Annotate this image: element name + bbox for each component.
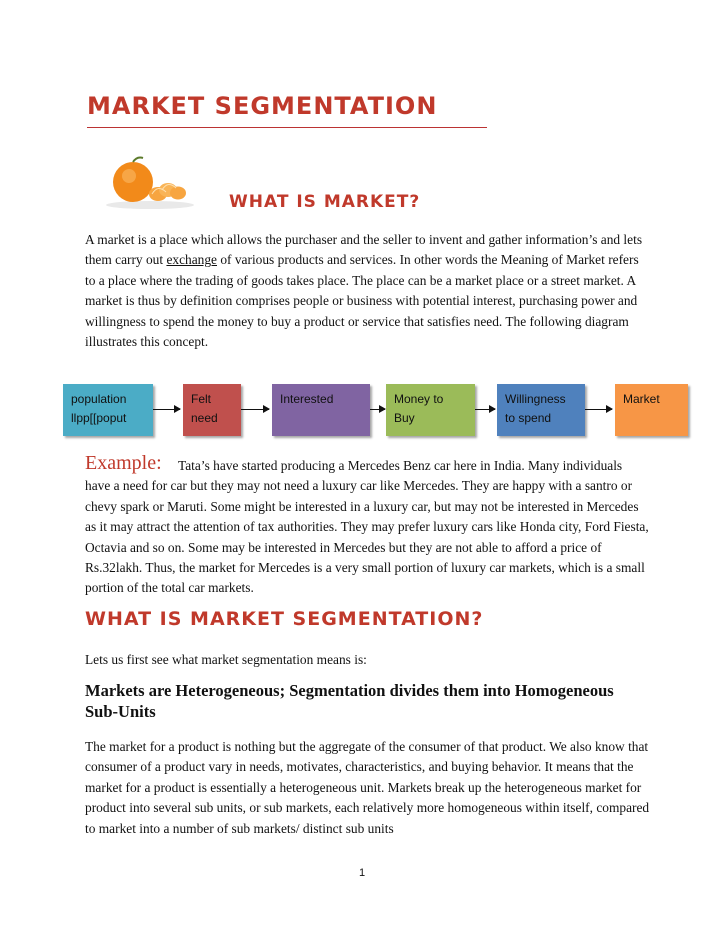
title-underline: [87, 127, 487, 128]
heading-what-is-market: WHAT IS MARKET?: [229, 192, 421, 212]
example-paragraph: [85, 456, 650, 599]
flow-box-market: [615, 384, 688, 436]
intro-text-end: of various products and services. In other words the Meaning of Market refers to a place where the trading of goods takes place. The place can be a market place or a street market. A market is thus by definition comprises people or business with potential interest, purchasing power and willingness to spend the money to buy a product or service that satisfies need. The following diagram illustrates this concept.: [85, 252, 639, 350]
flow-arrow: [585, 409, 612, 410]
orange-fruit-image: [100, 150, 200, 210]
flow-box-felt-need: [183, 384, 241, 436]
flow-box-money-to-buy: [386, 384, 475, 436]
page-number: 1: [359, 867, 366, 879]
heading-what-is-market-segmentation: WHAT IS MARKET SEGMENTATION?: [85, 608, 484, 630]
flow-box-label: need: [191, 411, 218, 425]
flow-box-interested: [272, 384, 370, 436]
flow-box-willingness: [497, 384, 585, 436]
lead-paragraph: Lets us first see what market segmentation means is:: [85, 652, 367, 667]
flow-box-label: Buy: [394, 411, 415, 425]
flow-box-population: [63, 384, 153, 436]
flow-box-label: population: [71, 392, 127, 406]
flow-box-label: Felt: [191, 392, 212, 406]
flow-box-label: to spend: [505, 411, 552, 425]
market-concept-diagram: [63, 384, 688, 438]
flow-arrow: [370, 409, 385, 410]
exchange-link[interactable]: exchange: [166, 252, 217, 268]
example-label: Example:: [85, 452, 162, 474]
subheading-heterogeneous: Markets are Heterogeneous; Segmentation divides them into Homogeneous Sub-Units: [85, 681, 614, 721]
flow-box-label: Money to: [394, 392, 444, 406]
flow-box-label: Willingness: [505, 392, 566, 406]
document-title: MARKET SEGMENTATION: [87, 92, 438, 120]
body-paragraph: The market for a product is nothing but the aggregate of the consumer of that product. We also know that consumer of a product vary in needs, motivates, characteristics, and buying behavior. It means that the market for a product is essentially a heterogeneous unit. Markets break up the heterogeneous market for product into several sub units, or sub markets, each relatively more homogeneous within itself, compared to market into a number of sub markets/ distinct sub units: [85, 739, 650, 836]
flow-box-label: llpp[[poput: [71, 411, 127, 425]
flow-arrow: [475, 409, 495, 410]
flow-arrow: [153, 409, 180, 410]
example-text: Tata’s have started producing a Mercedes Benz car here in India. Many individuals have a need for car but they may not need a luxury car like Mercedes. They are happy with a santro or chevy spark or Maruti. Some might be interested in a luxury car, but may not be interested in Mercedes as it may attract the attention of tax authorities. They may prefer luxury cars like Honda city, Ford Fiesta, Octavia and so on. Some may be interested in Mercedes but they are not able to afford a price of Rs.32lakh. Thus, the market for Mercedes is a very small portion of luxury car markets, which is a small portion of the total car markets.: [85, 458, 649, 596]
flow-box-label: Market: [623, 392, 660, 406]
intro-text-start: A market is a place which allows the purchaser and the seller to invent and gather information’s and lets them carry out: [85, 232, 643, 268]
flow-arrow: [241, 409, 269, 410]
intro-paragraph: [85, 230, 650, 352]
flow-box-label: Interested: [280, 392, 334, 406]
